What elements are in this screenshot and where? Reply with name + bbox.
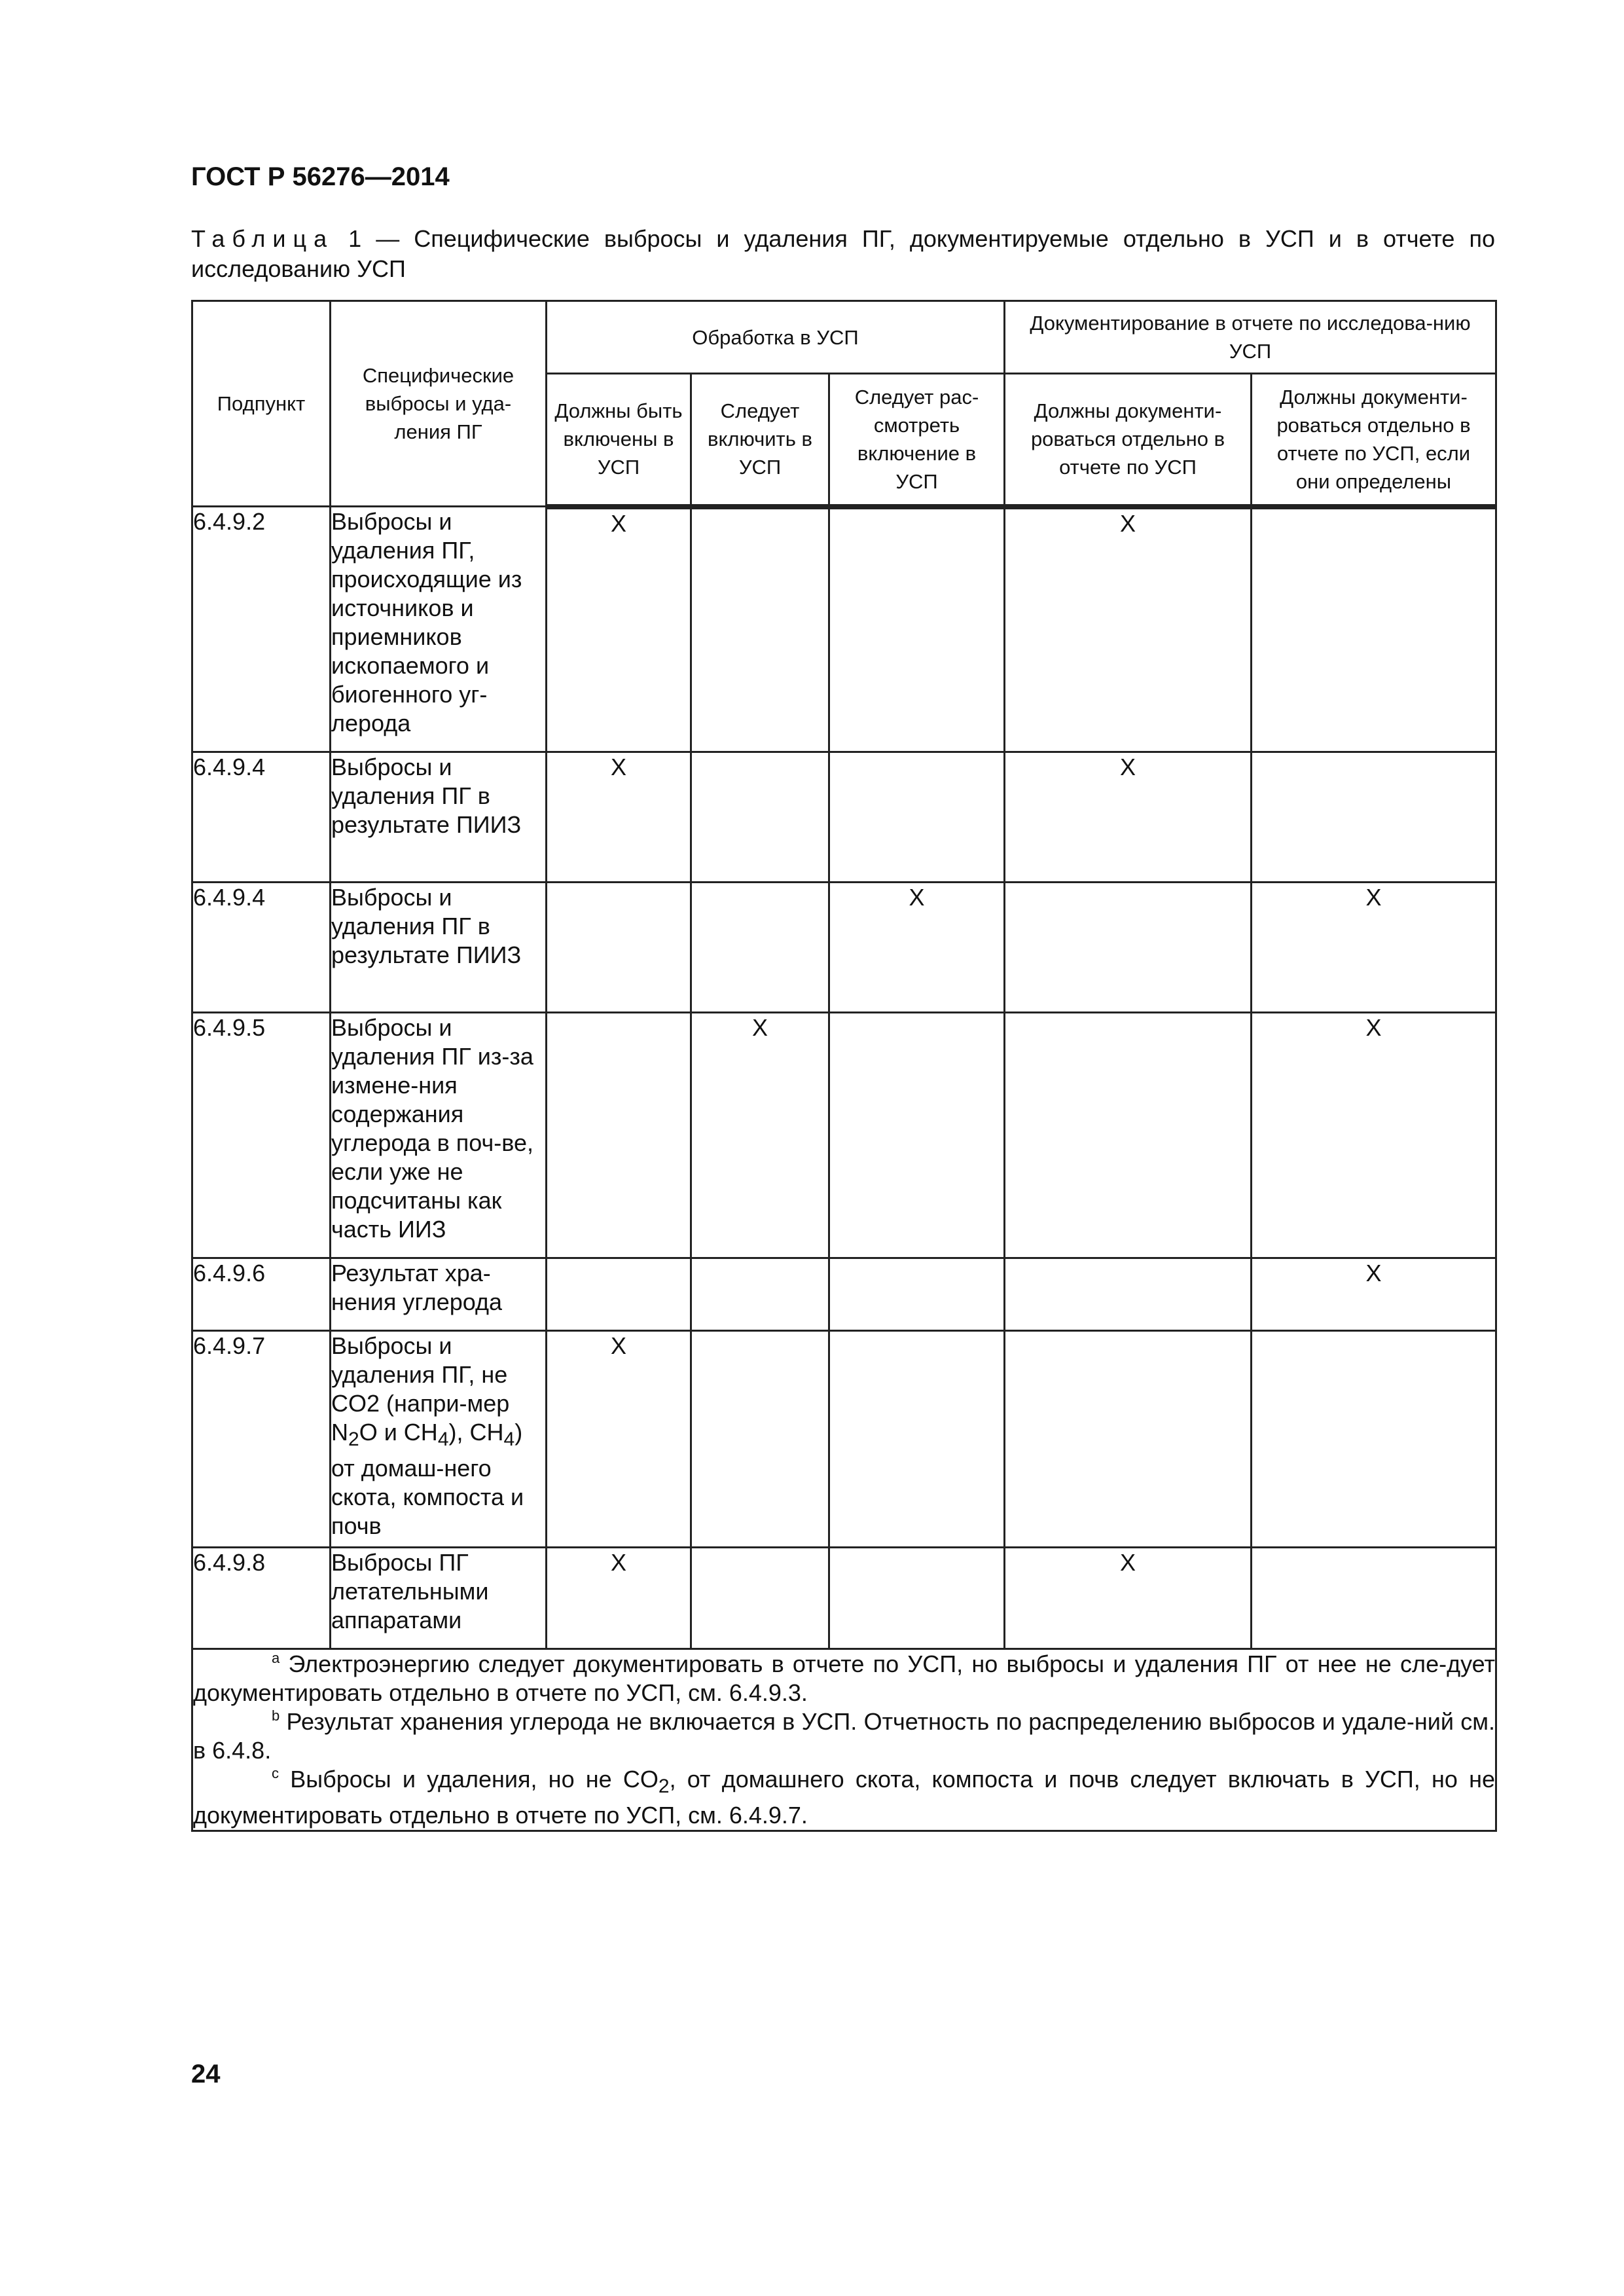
row-subclause: 6.4.9.5 [192, 1013, 331, 1258]
row-description: Выбросы и удаления ПГ в результате ПИИЗ [331, 752, 547, 883]
table-row [192, 1331, 1496, 1548]
desc-part: ), CH [448, 1419, 504, 1446]
mark-should-include [691, 752, 829, 883]
mark-must-document-if-determined: X [1252, 1013, 1496, 1258]
desc-part: O и CH [359, 1419, 438, 1446]
footnote-text: Выбросы и удаления, но не CO [290, 1766, 659, 1793]
mark-should-include [691, 1258, 829, 1331]
page-number: 24 [191, 2060, 221, 2088]
mark-must-document: X [1005, 507, 1252, 752]
footnotes-row [192, 1649, 1496, 1831]
row-description: Результат хра-нения углерода [331, 1258, 547, 1331]
mark-consider-include [829, 1548, 1005, 1649]
row-description: Выбросы и удаления ПГ в результате ПИИЗ [331, 883, 547, 1013]
mark-consider-include [829, 1013, 1005, 1258]
mark-consider-include [829, 752, 1005, 883]
footnote-marker: c [272, 1765, 279, 1781]
footnote-b [193, 1707, 1495, 1765]
mark-must-document-if-determined [1252, 507, 1496, 752]
mark-must-document-if-determined [1252, 1548, 1496, 1649]
mark-should-include [691, 1331, 829, 1548]
row-description: Выбросы ПГ летательными аппаратами [331, 1548, 547, 1649]
mark-must-include: X [547, 752, 691, 883]
table-row [192, 752, 1496, 883]
desc-part: Выбросы и удаления ПГ, не CO2 (напри-мер N [331, 1332, 510, 1446]
footnote-marker: a [272, 1650, 280, 1666]
mark-must-document: X [1005, 752, 1252, 883]
footnote-text: Электроэнергию следует документировать в отчете по УСП, но выбросы и удаления ПГ от нее не сле-дует документировать отдельно в отчете по УСП, см. 6.4.9.3. [193, 1650, 1495, 1706]
document-header: ГОСТ Р 56276—2014 [191, 162, 450, 191]
mark-must-include: X [547, 507, 691, 752]
caption-text: — Специфические выбросы и удаления ПГ, документируемые отдельно в УСП и в отчете по исследованию УСП [191, 225, 1495, 282]
subscript-2: 2 [658, 1776, 670, 1798]
mark-must-document-if-determined: X [1252, 1258, 1496, 1331]
header-subclause: Подпункт [192, 301, 331, 507]
mark-must-document-if-determined: X [1252, 883, 1496, 1013]
caption-number: 1 [348, 225, 362, 252]
footnote-a [193, 1650, 1495, 1707]
table-row [192, 1258, 1496, 1331]
row-subclause: 6.4.9.4 [192, 752, 331, 883]
header-consider-include: Следует рас-смотреть включение в УСП [829, 374, 1005, 507]
mark-consider-include: X [829, 883, 1005, 1013]
header-must-document: Должны документи-роваться отдельно в отчете по УСП [1005, 374, 1252, 507]
row-subclause: 6.4.9.6 [192, 1258, 331, 1331]
mark-must-document: X [1005, 1548, 1252, 1649]
footnotes [192, 1649, 1496, 1831]
header-row-top [192, 301, 1496, 374]
row-subclause: 6.4.9.8 [192, 1548, 331, 1649]
mark-should-include: X [691, 1013, 829, 1258]
mark-should-include [691, 507, 829, 752]
footnote-text: Результат хранения углерода не включается в УСП. Отчетность по распределению выбросов и удале-ний см. в 6.4.8. [193, 1708, 1495, 1764]
table-row [192, 1013, 1496, 1258]
row-subclause: 6.4.9.7 [192, 1331, 331, 1548]
row-description: Выбросы и удаления ПГ, происходящие из источников и приемников ископаемого и биогенного уг-лерода [331, 507, 547, 752]
table-caption [191, 224, 1495, 284]
mark-must-include [547, 1258, 691, 1331]
header-must-document-if-determined: Должны документи-роваться отдельно в отчете по УСП, если они определены [1252, 374, 1496, 507]
header-should-include: Следует включить в УСП [691, 374, 829, 507]
emissions-table [191, 300, 1497, 1832]
table-row [192, 883, 1496, 1013]
mark-must-document [1005, 1013, 1252, 1258]
mark-must-include [547, 1013, 691, 1258]
header-processing-group: Обработка в УСП [547, 301, 1005, 374]
mark-consider-include [829, 1331, 1005, 1548]
desc-part: ) от домаш-него скота, компоста и почв [331, 1419, 524, 1540]
mark-must-document-if-determined [1252, 1331, 1496, 1548]
table-row [192, 1548, 1496, 1649]
footnote-c [193, 1765, 1495, 1830]
mark-must-document [1005, 1258, 1252, 1331]
footnote-marker: b [272, 1707, 280, 1724]
mark-should-include [691, 883, 829, 1013]
mark-must-include [547, 883, 691, 1013]
header-specific-emissions: Специфические выбросы и уда-ления ПГ [331, 301, 547, 507]
mark-must-document [1005, 883, 1252, 1013]
footnote-text: , от домашнего скота, компоста и почв следует включать в УСП, но не документировать отдельно в отчете по УСП, см. 6.4.9.7. [193, 1766, 1495, 1829]
mark-must-document [1005, 1331, 1252, 1548]
row-description [331, 1331, 547, 1548]
mark-should-include [691, 1548, 829, 1649]
caption-label: Таблица [191, 225, 334, 252]
subscript-4: 4 [437, 1429, 449, 1451]
mark-must-document-if-determined [1252, 752, 1496, 883]
mark-consider-include [829, 507, 1005, 752]
header-must-include: Должны быть включены в УСП [547, 374, 691, 507]
row-subclause: 6.4.9.2 [192, 507, 331, 752]
subscript-2: 2 [348, 1429, 359, 1451]
mark-consider-include [829, 1258, 1005, 1331]
subscript-4: 4 [503, 1429, 515, 1451]
row-subclause: 6.4.9.4 [192, 883, 331, 1013]
mark-must-include: X [547, 1331, 691, 1548]
table-row [192, 507, 1496, 752]
row-description: Выбросы и удаления ПГ из-за измене-ния содержания углерода в поч-ве, если уже не подсчитаны как часть ИИЗ [331, 1013, 547, 1258]
header-documentation-group: Документирование в отчете по исследова-нию УСП [1005, 301, 1496, 374]
mark-must-include: X [547, 1548, 691, 1649]
